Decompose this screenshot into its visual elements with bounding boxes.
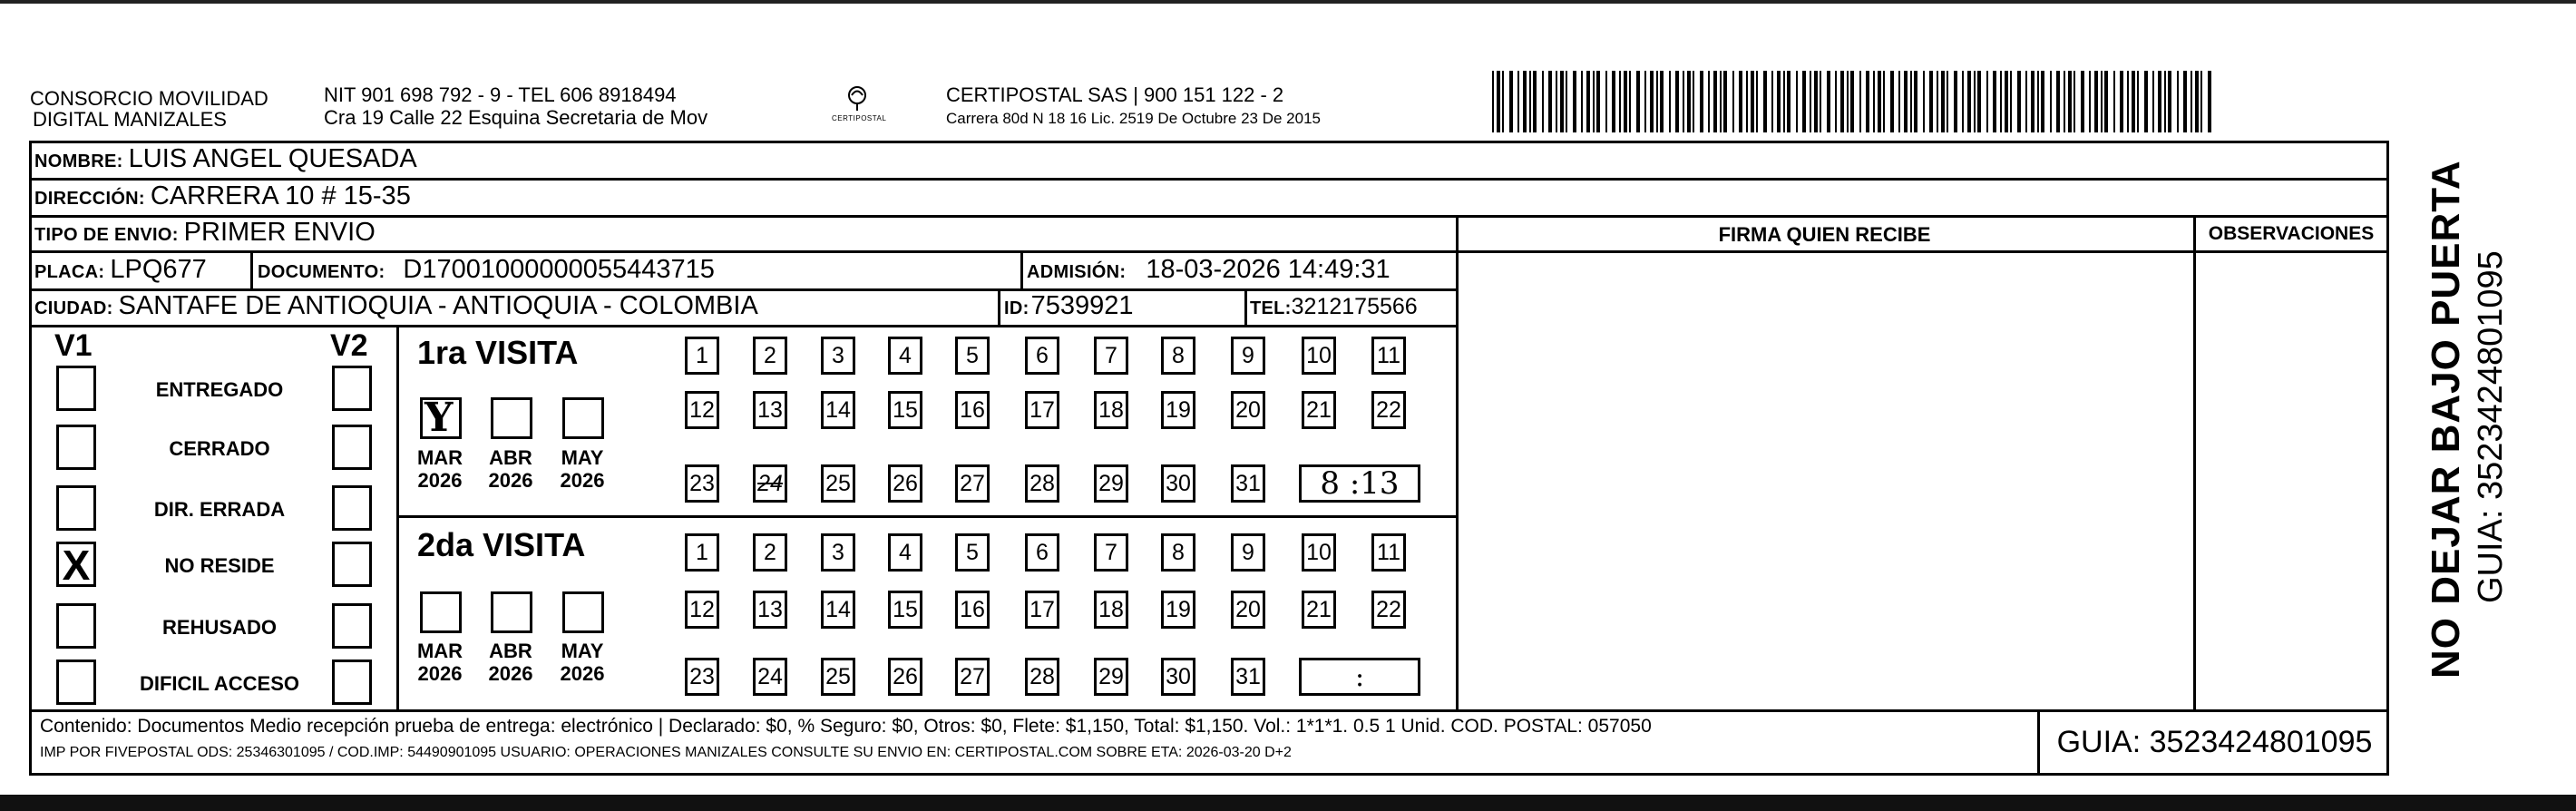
barcode-bar xyxy=(1656,71,1658,132)
barcode-bar xyxy=(1783,71,1785,132)
id-field xyxy=(1004,291,1133,321)
month-label: MAR xyxy=(416,640,463,662)
month-label: MAY xyxy=(561,640,604,662)
day-box[interactable]: 25 xyxy=(821,464,855,503)
admision-field xyxy=(1027,255,1390,285)
barcode-bar xyxy=(1941,71,1945,132)
barcode-bar xyxy=(1593,71,1595,132)
v2-checkbox[interactable] xyxy=(332,603,372,649)
day-box[interactable]: 19 xyxy=(1161,591,1195,629)
day-box[interactable]: 30 xyxy=(1161,464,1195,503)
day-box[interactable]: 1 xyxy=(685,533,719,572)
guia-box: GUIA: 3523424801095 xyxy=(2056,725,2373,759)
day-box[interactable]: 23 xyxy=(685,464,719,503)
courier-logo-text: CERTIPOSTAL xyxy=(832,114,887,122)
v2-header: V2 xyxy=(330,328,368,363)
barcode-bar xyxy=(1502,71,1504,132)
barcode-bar xyxy=(1586,71,1590,132)
firma-header-bottom xyxy=(1456,250,2389,253)
status-label-item: ENTREGADO xyxy=(155,378,284,401)
nombre-value: LUIS ANGEL QUESADA xyxy=(128,144,417,173)
barcode-bar xyxy=(1509,71,1513,132)
barcode-bar xyxy=(1560,71,1564,132)
barcode-bar xyxy=(1814,71,1818,132)
barcode-bar xyxy=(2025,71,2027,132)
row-divider xyxy=(29,250,1459,253)
v1-checkbox[interactable] xyxy=(56,660,96,705)
ciudad-value: SANTAFE DE ANTIOQUIA - ANTIOQUIA - COLOMBIA xyxy=(118,291,758,320)
day-box[interactable]: 31 xyxy=(1231,464,1265,503)
barcode-bar xyxy=(1937,71,1938,132)
barcode-bar xyxy=(2000,71,2002,132)
year-label: 2026 xyxy=(417,662,463,685)
barcode-bar xyxy=(1763,71,1767,132)
barcode-bar xyxy=(1977,71,1981,132)
barcode-bar xyxy=(1859,71,1861,132)
barcode-bar xyxy=(2010,71,2012,132)
placa-field xyxy=(34,255,207,285)
barcode-bar xyxy=(1847,71,1849,132)
barcode-bar xyxy=(1810,71,1811,132)
barcode-bar xyxy=(1497,71,1500,132)
barcode-bar xyxy=(2041,71,2044,132)
barcode-bar xyxy=(2081,71,2084,132)
day-box[interactable]: 2 xyxy=(753,533,787,572)
barcode-bar xyxy=(1533,71,1537,132)
documento-label: DOCUMENTO: xyxy=(258,262,385,282)
barcode-bar xyxy=(2168,71,2171,132)
barcode-bar xyxy=(1687,71,1691,132)
barcode-bar xyxy=(1986,71,1988,132)
barcode-bar xyxy=(1947,71,1948,132)
barcode-bar xyxy=(1605,71,1607,132)
status-label-item: REHUSADO xyxy=(162,616,277,639)
no-dejar-bajo-puerta: NO DEJAR BAJO PUERTA xyxy=(2424,160,2468,679)
barcode-bar xyxy=(1732,71,1734,132)
month-checkbox[interactable] xyxy=(420,397,462,439)
barcode-bar xyxy=(1644,71,1646,132)
scan-top-edge xyxy=(0,0,2576,4)
id-divider xyxy=(998,288,1000,325)
barcode-bar xyxy=(1650,71,1654,132)
nit-line: NIT 901 698 792 - 9 - TEL 606 8918494 xyxy=(324,83,677,106)
v1-checkbox[interactable] xyxy=(56,366,96,411)
barcode-bar xyxy=(1954,71,1957,132)
day-box[interactable]: 11 xyxy=(1371,337,1406,375)
tipo-envio-row xyxy=(34,218,376,248)
visit-divider xyxy=(396,515,1459,518)
day-box[interactable]: 31 xyxy=(1231,658,1265,696)
tipo-envio-label: TIPO DE ENVIO: xyxy=(34,225,179,245)
barcode-bar xyxy=(1636,71,1640,132)
time-field[interactable]: : xyxy=(1299,658,1420,696)
imp-text: IMP POR FIVEPOSTAL ODS: 25346301095 / COD.IMP: 54490901095 USUARIO: OPERACIONES MANIZALES CONSULTE SU ENVIO EN: CERTIPOSTAL.COM SOBRE ETA: 2026-03-20 D+2 xyxy=(40,745,1292,760)
barcode-bar xyxy=(1548,71,1552,132)
month-checkbox[interactable] xyxy=(491,397,532,439)
day-box[interactable]: 5 xyxy=(955,533,990,572)
barcode-bar xyxy=(2031,71,2034,132)
barcode-bar xyxy=(1929,71,1933,132)
barcode-bar xyxy=(1529,71,1531,132)
company-name-line1: CONSORCIO MOVILIDAD xyxy=(30,87,268,110)
month-check-mark: Y xyxy=(424,395,454,441)
day-box[interactable]: 30 xyxy=(1161,658,1195,696)
firma-header: FIRMA QUIEN RECIBE xyxy=(1718,223,1931,246)
month-checkbox[interactable] xyxy=(491,591,532,633)
month-label: ABR xyxy=(489,640,532,662)
barcode-bar xyxy=(2104,71,2108,132)
first-visit-title: 1ra VISITA xyxy=(417,334,579,371)
direccion-label: DIRECCIÓN: xyxy=(34,189,145,209)
day-box[interactable]: 21 xyxy=(1302,391,1336,429)
barcode-bar xyxy=(1756,71,1758,132)
barcode-bar xyxy=(1914,71,1917,132)
month-checkbox[interactable] xyxy=(420,591,462,633)
barcode xyxy=(1492,71,2218,132)
nombre-row xyxy=(34,144,417,174)
barcode-bar xyxy=(1796,71,1798,132)
scan-bottom-edge xyxy=(0,795,2576,811)
day-box[interactable]: 20 xyxy=(1231,591,1265,629)
barcode-bar xyxy=(1923,71,1925,132)
day-box[interactable]: 6 xyxy=(1025,533,1059,572)
barcode-bar xyxy=(1619,71,1621,132)
address-line: Cra 19 Calle 22 Esquina Secretaria de Mov xyxy=(324,106,708,129)
barcode-bar xyxy=(1967,71,1971,132)
month-checkbox[interactable] xyxy=(562,397,604,439)
day-box[interactable]: 19 xyxy=(1161,391,1195,429)
admision-divider xyxy=(1020,250,1023,288)
day-box[interactable]: 15 xyxy=(888,591,922,629)
v1-header: V1 xyxy=(54,328,93,363)
barcode-bar xyxy=(2005,71,2008,132)
year-label: 2026 xyxy=(560,469,605,492)
day-box[interactable]: 24 xyxy=(753,658,787,696)
day-box[interactable]: 2 xyxy=(753,337,787,375)
day-box[interactable]: 16 xyxy=(955,591,990,629)
barcode-bar xyxy=(1746,71,1748,132)
barcode-bar xyxy=(1556,71,1557,132)
barcode-bar xyxy=(1820,71,1821,132)
v1-checkbox[interactable] xyxy=(56,603,96,649)
barcode-bar xyxy=(1660,71,1664,132)
barcode-bar xyxy=(1629,71,1631,132)
placa-label: PLACA: xyxy=(34,262,105,282)
barcode-bar xyxy=(1683,71,1684,132)
barcode-bar xyxy=(2177,71,2179,132)
day-box[interactable]: 12 xyxy=(685,591,719,629)
v2-checkbox[interactable] xyxy=(332,660,372,705)
contenido-text: Contenido: Documentos Medio recepción prueba de entrega: electrónico | Declarado: $0, % Seguro: $0, Otros: $0, Flete: $1,150, Total: $1,150. Vol.: 1*1*1. 0.5 1 Unid. COD. POSTAL: 057050 xyxy=(40,716,1652,737)
day-box[interactable]: 22 xyxy=(1371,391,1406,429)
barcode-bar xyxy=(1708,71,1710,132)
barcode-bar xyxy=(1573,71,1576,132)
id-label: ID: xyxy=(1004,298,1029,318)
barcode-bar xyxy=(1751,71,1754,132)
barcode-bar xyxy=(2064,71,2065,132)
barcode-bar xyxy=(1835,71,1837,132)
v2-checkbox[interactable] xyxy=(332,542,372,587)
row-divider xyxy=(29,178,2389,181)
barcode-bar xyxy=(2120,71,2123,132)
tel-label: TEL: xyxy=(1250,298,1292,318)
day-box[interactable]: 27 xyxy=(955,464,990,503)
company-name-line2: DIGITAL MANIZALES xyxy=(33,108,227,131)
barcode-bar xyxy=(2144,71,2148,132)
barcode-bar xyxy=(1898,71,1900,132)
day-box[interactable]: 4 xyxy=(888,337,922,375)
barcode-bar xyxy=(2127,71,2129,132)
barcode-bar xyxy=(1700,71,1703,132)
day-box[interactable]: 13 xyxy=(753,591,787,629)
day-box[interactable]: 17 xyxy=(1025,591,1059,629)
documento-field xyxy=(258,255,715,285)
day-box[interactable]: 1 xyxy=(685,337,719,375)
barcode-bar xyxy=(1827,71,1830,132)
day-box[interactable]: 14 xyxy=(821,391,855,429)
barcode-bar xyxy=(1904,71,1908,132)
ciudad-field xyxy=(34,291,758,321)
day-box[interactable]: 29 xyxy=(1094,658,1128,696)
barcode-bar xyxy=(2050,71,2052,132)
day-box[interactable]: 28 xyxy=(1025,658,1059,696)
barcode-bar xyxy=(1713,71,1717,132)
barcode-bar xyxy=(2101,71,2103,132)
barcode-bar xyxy=(1492,71,1494,132)
ciudad-label: CIUDAD: xyxy=(34,298,113,318)
barcode-bar xyxy=(1974,71,1976,132)
barcode-bar xyxy=(1624,71,1627,132)
status-label-item: DIFICIL ACCESO xyxy=(139,672,299,695)
barcode-bar xyxy=(1523,71,1527,132)
day-box[interactable]: 15 xyxy=(888,391,922,429)
day-box[interactable]: 29 xyxy=(1094,464,1128,503)
day-box[interactable]: 28 xyxy=(1025,464,1059,503)
barcode-bar xyxy=(1962,71,1964,132)
barcode-bar xyxy=(1910,71,1912,132)
barcode-bar xyxy=(1542,71,1544,132)
barcode-bar xyxy=(1581,71,1583,132)
barcode-bar xyxy=(1675,71,1679,132)
barcode-bar xyxy=(2183,71,2187,132)
day-box[interactable]: 3 xyxy=(821,533,855,572)
day-box[interactable]: 7 xyxy=(1094,533,1128,572)
barcode-bar xyxy=(2094,71,2098,132)
barcode-bar xyxy=(1787,71,1791,132)
barcode-bar xyxy=(1890,71,1894,132)
row-divider xyxy=(29,215,2389,218)
barcode-bar xyxy=(2073,71,2075,132)
courier-logo xyxy=(812,83,903,127)
month-checkbox[interactable] xyxy=(562,591,604,633)
direccion-value: CARRERA 10 # 15-35 xyxy=(150,181,411,210)
tel-field xyxy=(1250,294,1418,320)
id-value: 7539921 xyxy=(1030,291,1134,320)
day-box[interactable]: 27 xyxy=(955,658,990,696)
barcode-bar xyxy=(2132,71,2135,132)
day-box[interactable]: 3 xyxy=(821,337,855,375)
barcode-bar xyxy=(1883,71,1885,132)
status-label-item: NO RESIDE xyxy=(164,554,275,577)
day-box[interactable]: 8 xyxy=(1161,337,1195,375)
admision-label: ADMISIÓN: xyxy=(1027,262,1127,282)
status-label-item: CERRADO xyxy=(169,437,270,460)
day-box[interactable]: 10 xyxy=(1302,533,1336,572)
day-box[interactable]: 21 xyxy=(1302,591,1336,629)
side-guia: GUIA: 3523424801095 xyxy=(2472,250,2510,603)
day-box[interactable]: 24 xyxy=(753,464,787,503)
barcode-bar xyxy=(2089,71,2091,132)
barcode-bar xyxy=(2191,71,2192,132)
barcode-bar xyxy=(1566,71,1567,132)
day-box[interactable]: 10 xyxy=(1302,337,1336,375)
barcode-bar xyxy=(2164,71,2166,132)
barcode-bar xyxy=(1739,71,1742,132)
barcode-bar xyxy=(2113,71,2115,132)
barcode-bar xyxy=(2152,71,2154,132)
observaciones-column-left xyxy=(2193,215,2196,709)
day-box[interactable]: 22 xyxy=(1371,591,1406,629)
barcode-bar xyxy=(1878,71,1881,132)
day-box[interactable]: 25 xyxy=(821,658,855,696)
barcode-bar xyxy=(2195,71,2199,132)
courier-line2: Carrera 80d N 18 16 Lic. 2519 De Octubre 23 De 2015 xyxy=(946,110,1321,127)
courier-line1: CERTIPOSTAL SAS | 900 151 122 - 2 xyxy=(946,83,1284,106)
day-box[interactable]: 4 xyxy=(888,533,922,572)
day-box[interactable]: 26 xyxy=(888,464,922,503)
barcode-bar xyxy=(1771,71,1773,132)
day-box[interactable]: 26 xyxy=(888,658,922,696)
day-box[interactable]: 12 xyxy=(685,391,719,429)
tipo-envio-value: PRIMER ENVIO xyxy=(183,218,376,247)
barcode-bar xyxy=(2208,71,2211,132)
year-label: 2026 xyxy=(488,469,533,492)
day-box[interactable]: 13 xyxy=(753,391,787,429)
v2-checkbox[interactable] xyxy=(332,425,372,470)
barcode-bar xyxy=(1612,71,1615,132)
day-box[interactable]: 18 xyxy=(1094,591,1128,629)
day-box[interactable]: 18 xyxy=(1094,391,1128,429)
year-label: 2026 xyxy=(417,469,463,492)
row-divider xyxy=(29,325,1459,327)
v1-check-mark: X xyxy=(62,542,91,589)
month-label: MAY xyxy=(561,446,604,469)
barcode-bar xyxy=(1850,71,1854,132)
tel-divider xyxy=(1244,288,1247,325)
year-label: 2026 xyxy=(560,662,605,685)
placa-value: LPQ677 xyxy=(110,255,207,284)
barcode-bar xyxy=(1517,71,1519,132)
day-box[interactable]: 17 xyxy=(1025,391,1059,429)
time-field[interactable]: 8 :13 xyxy=(1299,464,1420,503)
barcode-bar xyxy=(2037,71,2039,132)
day-box[interactable]: 9 xyxy=(1231,337,1265,375)
day-box[interactable]: 20 xyxy=(1231,391,1265,429)
day-box[interactable]: 6 xyxy=(1025,337,1059,375)
v1-checkbox[interactable] xyxy=(56,542,96,587)
v1-checkbox[interactable] xyxy=(56,425,96,470)
day-box[interactable]: 16 xyxy=(955,391,990,429)
v2-checkbox[interactable] xyxy=(332,366,372,411)
month-label: MAR xyxy=(416,446,463,469)
barcode-bar xyxy=(1596,71,1600,132)
day-box[interactable]: 5 xyxy=(955,337,990,375)
day-box[interactable]: 14 xyxy=(821,591,855,629)
observaciones-header: OBSERVACIONES xyxy=(2208,223,2375,244)
barcode-bar xyxy=(2068,71,2072,132)
barcode-bar xyxy=(2158,71,2161,132)
barcode-bar xyxy=(2137,71,2139,132)
day-box[interactable]: 23 xyxy=(685,658,719,696)
placa-divider xyxy=(250,250,253,288)
barcode-bar xyxy=(1993,71,1996,132)
barcode-bar xyxy=(1669,71,1671,132)
direccion-row xyxy=(34,181,411,211)
v1-checkbox[interactable] xyxy=(56,485,96,531)
day-box[interactable]: 7 xyxy=(1094,337,1128,375)
barcode-bar xyxy=(2017,71,2021,132)
year-label: 2026 xyxy=(488,662,533,685)
v2-checkbox[interactable] xyxy=(332,485,372,531)
day-box[interactable]: 9 xyxy=(1231,533,1265,572)
footer-divider xyxy=(29,709,2389,712)
day-box[interactable]: 11 xyxy=(1371,533,1406,572)
status-label-item: DIR. ERRADA xyxy=(153,498,286,521)
admision-value: 18-03-2026 14:49:31 xyxy=(1146,255,1390,284)
month-label: ABR xyxy=(489,446,532,469)
nombre-label: NOMBRE: xyxy=(34,151,123,171)
barcode-bar xyxy=(2200,71,2202,132)
barcode-bar xyxy=(1866,71,1869,132)
documento-value: D17001000000055443715 xyxy=(403,255,715,284)
barcode-bar xyxy=(1777,71,1781,132)
barcode-bar xyxy=(2056,71,2060,132)
barcode-bar xyxy=(1840,71,1844,132)
barcode-bar xyxy=(1802,71,1806,132)
barcode-bar xyxy=(1720,71,1722,132)
barcode-bar xyxy=(1693,71,1694,132)
barcode-bar xyxy=(1873,71,1875,132)
day-box[interactable]: 8 xyxy=(1161,533,1195,572)
second-visit-title: 2da VISITA xyxy=(417,526,586,563)
tel-value: 3212175566 xyxy=(1291,294,1418,319)
barcode-bar xyxy=(1723,71,1727,132)
